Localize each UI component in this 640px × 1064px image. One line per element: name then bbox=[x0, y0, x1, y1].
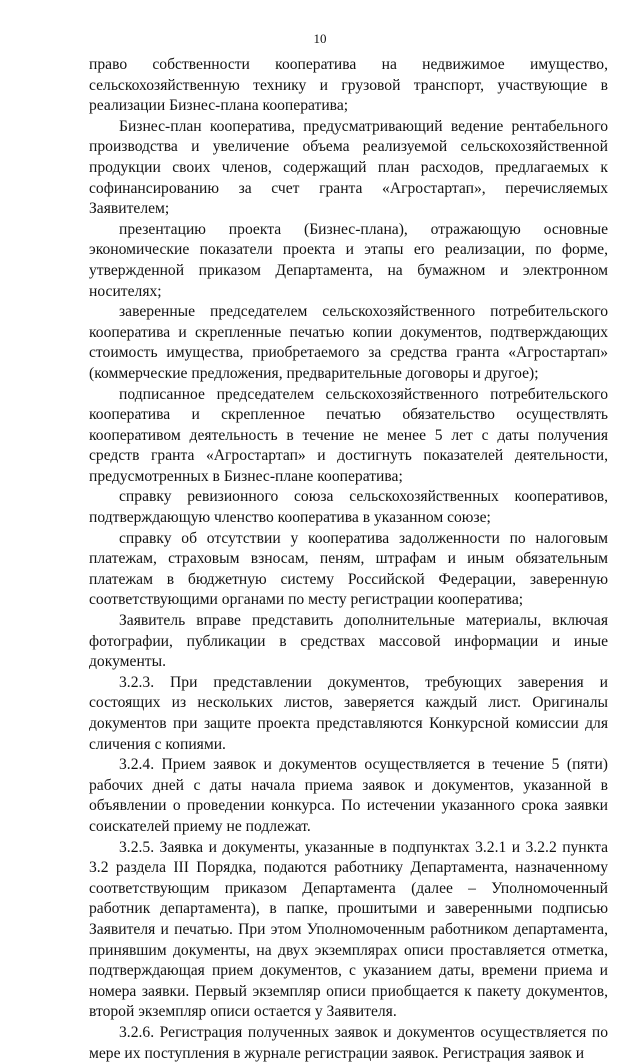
paragraph-7: справку об отсутствии у кооператива задолженности по налоговым платежам, страховым взносам, пеням, штрафам и иным обязательным платежам в бюджетную систему Российской Федерации, заверенную соответствующими органами по месту регистрации кооператива; bbox=[89, 529, 608, 609]
paragraph-9: 3.2.3. При представлении документов, требующих заверения и состоящих из нескольких листов, заверяется каждый лист. Оригиналы документов при защите проекта представляются Конкурсной комиссии для сличения с копиями. bbox=[89, 673, 608, 753]
paragraph-10: 3.2.4. Прием заявок и документов осуществляется в течение 5 (пяти) рабочих дней с даты начала приема заявок и документов, указанной в объявлении о проведении конкурса. По истечении указанного срока заявки соискателей приему не подлежат. bbox=[89, 756, 608, 835]
paragraph-4: заверенные председателем сельскохозяйственного потребительского кооператива и скрепленные печатью копии документов, подтверждающих стоимость имущества, приобретаемого за средства гранта «Агростартап» (коммерческие предложения, предварительные договоры и другое); bbox=[89, 303, 608, 382]
paragraph-1: право собственности кооператива на недвижимое имущество, сельскохозяйственную технику и грузовой транспорт, участвующие в реализации Бизнес-плана кооператива; bbox=[89, 56, 608, 115]
paragraph-2: Бизнес-план кооператива, предусматривающий ведение рентабельного производства и увеличение объема реализуемой сельскохозяйственной продукции своих членов, содержащий план расходов, предлагаемых к софинансированию за счет гранта «Агростартап», перечисляемых Заявителем; bbox=[89, 117, 608, 218]
paragraph-11: 3.2.5. Заявка и документы, указанные в подпунктах 3.2.1 и 3.2.2 пункта 3.2 раздела III Порядка, подаются работнику Департамента, назначенному соответствующим приказом Департамента (далее – Уполномоченный работник департамента), в папке, прошитыми и заверенными подписью Заявителя и печатью. При этом Уполномоченным работником департамента, принявшим документы, на двух экземплярах описи проставляется отметка, подтверждающая прием документов, с указанием даты, времени приема и номера заявки. Первый экземпляр описи приобщается к пакету документов, второй экземпляр описи остается у Заявителя. bbox=[89, 838, 608, 1021]
paragraph-6: справку ревизионного союза сельскохозяйственных кооперативов, подтверждающую членство кооператива в указанном союзе; bbox=[89, 488, 608, 527]
paragraph-8: Заявитель вправе представить дополнительные материалы, включая фотографии, публикации в средствах массовой информации и иные документы. bbox=[89, 612, 608, 671]
document-body bbox=[89, 55, 608, 1064]
paragraph-3: презентацию проекта (Бизнес-плана), отражающую основные экономические показатели проекта и этапы его реализации, по форме, утвержденной приказом Департамента, на бумажном и электронном носителях; bbox=[89, 220, 608, 300]
paragraph-5: подписанное председателем сельскохозяйственного потребительского кооператива и скрепленное печатью обязательство осуществлять кооперативом деятельность в течение не менее 5 лет с даты получения средств гранта «Агростартап» и достигнуть показателей деятельности, предусмотренных в Бизнес-плане кооператива; bbox=[89, 385, 608, 485]
page-number: 10 bbox=[313, 31, 327, 46]
paragraph-12: 3.2.6. Регистрация полученных заявок и документов осуществляется по мере их поступления в журнале регистрации заявок. Регистрация заявок и bbox=[89, 1023, 608, 1062]
